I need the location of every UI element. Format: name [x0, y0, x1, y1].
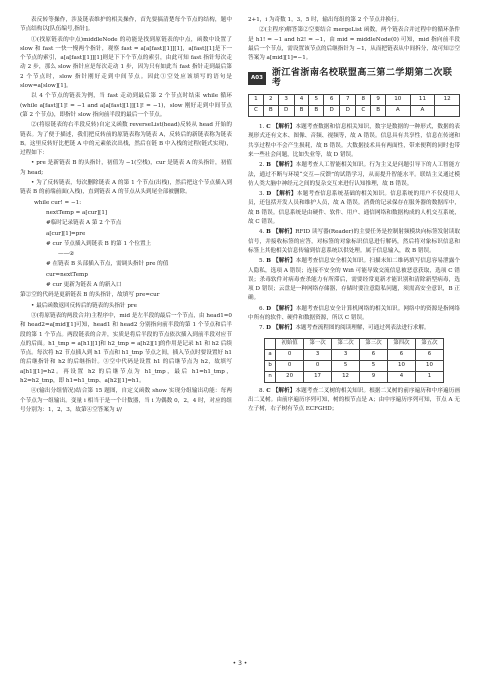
left-paragraph: • 最后函数返回反转后的链表的头指针 pre	[31, 302, 137, 309]
left-paragraph: # cur 更新为链表 A 的新入口	[46, 282, 122, 289]
right-column	[248, 16, 460, 656]
answer-number-cell: 5	[309, 95, 324, 106]
trace-header-cell: 第二次	[332, 338, 360, 349]
trace-cell: 6	[415, 349, 443, 360]
explanation-item: 6. D 【解析】本题考查信息安全计算机网络的相关知识。网络中的资源是指网络中所有的软件、硬件和数据资源，所以 C 错误。	[248, 305, 460, 322]
answer-number-cell: 10	[385, 95, 410, 106]
answer-letter-row	[249, 106, 460, 117]
answer-number-cell: 1	[249, 95, 264, 106]
answer-number-cell: 7	[340, 95, 356, 106]
explanation-8: 8. C 【解析】本题考查二叉树的相关知识。根据二叉树的前序遍历和中序遍历画出二叉树。由前序遍历序列可知，树的根节点是 A；由中序遍历序列可知，节点 A 无左子树，右子树有节点 ECFGHD；	[248, 387, 460, 413]
trace-cell: 6	[387, 349, 415, 360]
trace-header-cell	[265, 338, 276, 349]
answer-table	[248, 94, 460, 117]
trace-cell: 1	[415, 371, 443, 382]
answer-number-cell: 8	[356, 95, 371, 106]
trace-cell: 20	[276, 371, 304, 382]
trace-cell: 10	[387, 360, 415, 371]
left-paragraph: ②(将原链表的右半段反转)自定义函数 reverseList(head)反转从 head 开始的链表。为了便于描述，我们把反转前的原链表称为链表 A，反转后的新链表称为链表 B。这里反转好比把链 A 中的元素依次出栈，然后在链 B 中入栈的过程(链式实现)，过程如下：	[20, 122, 232, 157]
left-paragraph: • 为了反转链表，每次删除链表 A 的第 1 个节点(出栈)，然后把这个节点插入到链表 B 的前端前面(入栈)，直到链表 A 的节点从头到尾全部被删除。	[20, 180, 232, 196]
trace-cell: 0	[304, 360, 332, 371]
page-number: • 3 •	[232, 660, 248, 667]
answer-letter-cell: A	[410, 106, 435, 117]
left-paragraph: • pre 是新链表 B 的头指针，初值为 −1(空栈)，cur 是链表 A 的头指针，初值为 head;	[20, 160, 232, 176]
trace-cell: 3	[304, 349, 332, 360]
section-title: 浙江省浙南名校联盟高三第二学期第二次联考	[271, 68, 453, 88]
trace-cell: n	[265, 371, 276, 382]
trace-header-cell: 第三次	[360, 338, 388, 349]
answer-number-row	[249, 95, 460, 106]
section-header	[248, 69, 460, 88]
document-page	[20, 16, 460, 656]
answer-letter-cell: D	[324, 106, 340, 117]
right-top-text	[248, 16, 460, 63]
trace-cell: a	[265, 349, 276, 360]
answer-number-cell: 6	[324, 95, 340, 106]
right-top-paragraph: 2+1，i 为奇数 1，3，5 时，输出每组的第 2 个节点并换行。	[248, 17, 403, 23]
explanation-item: 2. B 【解析】本题考查人工智能相关知识。行为主义是问题引导下的人工智能方法，通过不断与环境“交互—反馈”的试错学习，从而提升智能水平。联结主义通过模仿人类大脑中神经元之间的复杂交互来进行认知推理，故 B 错误。	[248, 162, 460, 187]
left-paragraph: 表反转等操作，涉及链表维护的相关操作，首先要搞清楚每个节点的结构，题中节点结构以[队伍编号,指针]。	[20, 17, 232, 33]
answer-number-cell: 4	[294, 95, 309, 106]
left-paragraph: a[cur][1]=pre	[46, 230, 86, 237]
explanation-item: 3. D 【解析】本题考查信息系统基础的相关知识。信息系统的用户不仅使用人员，还包括开发人员和维护人员，故 A 错误。消费的记录保存在服务器的数据库中，故 B 错误。信息系统是由硬件、软件、用户、通信网络和数据构成的人机交互系统，故 C 错误。	[248, 191, 460, 226]
trace-cell: 17	[304, 371, 332, 382]
trace-cell: 0	[276, 349, 304, 360]
explanation-item: 5. B 【解析】本题考查信息安全相关知识。扫描未知二维码填写信息容易泄露个人隐私，选项 A 错误；连接不安全的 Wifi 可能导致交流信息被恶意获取，选项 C 错误；杀毒软件对病毒查杀能力有所滞后，需要经常更新才能识别和清除新型病毒，选项 D 错误；云盘是一种网络存储器，存储时要注意隐私问题，须需高安全意识，B 正确。	[248, 258, 460, 302]
left-paragraph: 第②空的代码是更新链表 B 的头指针，故填写 pre=cur	[20, 292, 160, 299]
answer-letter-cell: D	[278, 106, 294, 117]
left-paragraph: ①(找原链表的中点)middleNode 的功能是找到原链表的中点，函数中设置了 slow 和 fast 一快一慢两个指针，观察 fast = a[a[fast][1]][1]，a[fast][1]是下一个节点的索引，a[a[fast][1]][1]则是下下个节点的索引，由此可知 fast 指针每次走动 2 步，那么 slow 指针应是每次走动 1 步，因为只有如此当 fast 指针走到最后第 2 个节点时，slow 指针刚好走到中间节点。因此①空处应该填写的语句是 slow=a[slow][1]。	[20, 36, 232, 90]
explanations	[248, 123, 460, 334]
explanation-item: 1. C 【解析】本题考查数据和信息相关知识，数字是数据的一种形式，数据的表现形式还有文本、图像、音频、视频等，故 A 错误。信息具有共享性，信息在传递和共享过程中不会产生损耗，故 B 错误。大数据技术具有两面性，带来便利的同时也带来一些社会问题，比如失业等，故 D 错误。	[248, 124, 460, 158]
trace-table	[264, 338, 444, 383]
answer-letter-cell: B	[263, 106, 278, 117]
left-column	[20, 16, 232, 656]
trace-header-cell: 第五次	[415, 338, 443, 349]
answer-letter-cell: B	[371, 106, 386, 117]
trace-cell: 6	[360, 349, 388, 360]
answer-number-cell: 11	[410, 95, 435, 106]
answer-number-cell: 2	[263, 95, 278, 106]
trace-cell: b	[265, 360, 276, 371]
answer-letter-cell: C	[249, 106, 264, 117]
trace-cell: 3	[332, 349, 360, 360]
section-badge: A03	[248, 72, 266, 85]
left-paragraph: ③(将原链表的两段合并)主程序中，mid 是左半段的最后一个节点，由 head1=0 和 head2=a[mid][1]可知，head1 和 head2 分别指向前半段的第 1 个节点和后半段的第 1 个节点。两段链表的合并，实质是将后半段的节点依次插入到前半段对应节点的后面。h1_tmp = a[h1][1]和 h2_tmp = a[h2][1]的作用是记录 h1 和 h2 后续节点。每次将 h2 节点插入到 h1 节点和 h1_tmp 节点之间，插入节点时要设置好 h1 的后继指针和 h2 的后继指针。③空中代码是设置 h1 的后继节点为 h2，故填写 a[h1][1]=h2。再设置 h2 的后继节点为 h1_tmp，最后 h1=h1_tmp，h2=h2_tmp，即 h1=h1_tmp、a[h2][1]=h1。	[20, 312, 232, 384]
answer-letter-cell: C	[356, 106, 371, 117]
answer-letter-cell	[435, 106, 460, 117]
left-paragraph: ④(输出分组情况)结合第 15 题图，自定义函数 show 实现分组输出功能：每两个节点为一组输出。变量 i 相当于是一个计数器，当 i 为偶数 0，2，4 时，对应的组号分别为：1，2，3，故第④空答案为 i//	[20, 388, 232, 413]
left-paragraph: # cur 节点插入到链表 B 的第 1 个位置上	[46, 240, 152, 247]
left-paragraph: 以 4 个节点的链表为例，当 fast 走动到最后第 2 个节点时结束 while 循环(while a[fast][1]! = −1 and a[a[fast][1]][1]! = −1)，slow 刚好走到中间节点(第 2 个节点)，即指针 slow 指向前半段的最后一个节点。	[20, 93, 232, 118]
trace-cell: 5	[332, 360, 360, 371]
answer-number-cell: 9	[371, 95, 386, 106]
trace-cell: 5	[360, 360, 388, 371]
trace-cell: 0	[276, 360, 304, 371]
explanation-item: 4. B 【解析】RFID 读写器(Reader)的主要任务是控制射频模块向标签发射读取信号，并接收标签的应答，对标签的对象标识信息进行解码，然后将对象标识信息和标签上其他相关信息传输到信息系统以供处理。属于信息输入，故 B 错误。	[248, 229, 460, 254]
answer-letter-cell: D	[340, 106, 356, 117]
trace-cell: 4	[387, 371, 415, 382]
left-paragraph: nextTemp = a[cur][1]	[46, 209, 108, 216]
left-paragraph: # 在链表 B 头部插入节点，需调头指针 pre 的值	[46, 261, 169, 268]
trace-cell: 12	[332, 371, 360, 382]
answer-letter-cell: B	[294, 106, 309, 117]
explanation-item: 7. D 【解析】本题考查流程图的阅读理解，可通过列表法进行求解。	[259, 325, 430, 332]
answer-letter-cell: A	[385, 106, 410, 117]
trace-header-cell: 初始值	[276, 338, 304, 349]
answer-number-cell: 3	[278, 95, 294, 106]
answer-number-cell: 12	[435, 95, 460, 106]
trace-cell: 9	[360, 371, 388, 382]
right-top-paragraph: ②(主程序)解答第②空要结合 mergeList 函数，两个链表合并过程中的循环条件是 h1! = −1 and h2! = −1，由 mid = middleNode(0) 可知，mid 指向前半段最后一个节点，需设置该节点的后继指针为 −1，从而把链表从中间拆分，故可知②空答案为 a[mid][1]=−1。	[248, 27, 460, 62]
left-paragraph: cur=nextTemp	[46, 271, 88, 278]
left-paragraph: while cur! = −1:	[34, 199, 82, 206]
left-paragraph: ——②	[58, 251, 75, 258]
answer-letter-cell: B	[309, 106, 324, 117]
trace-cell: 10	[415, 360, 443, 371]
trace-header-cell: 第一次	[304, 338, 332, 349]
left-paragraph: #临时记录链表 A 第 2 个节点	[46, 220, 122, 227]
trace-header-cell: 第四次	[387, 338, 415, 349]
